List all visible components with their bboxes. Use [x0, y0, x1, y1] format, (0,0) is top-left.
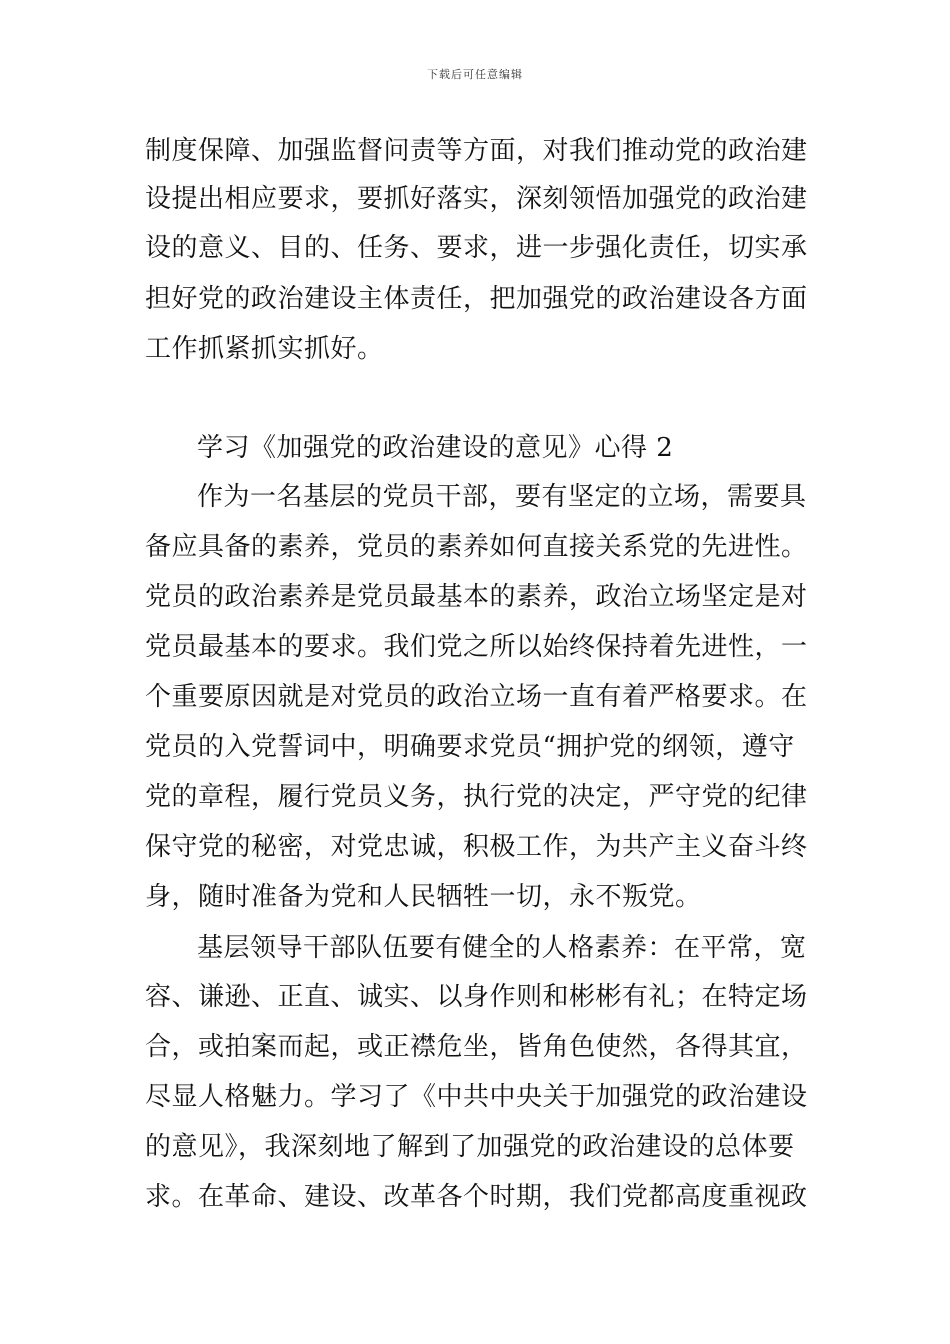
paragraph-line: 求。在革命、建设、改革各个时期，我们党都高度重视政 [145, 1182, 808, 1212]
paragraph-line: 保守党的秘密，对党忠诚，积极工作，为共产主义奋斗终 [145, 832, 808, 862]
paragraph-line: 个重要原因就是对党员的政治立场一直有着严格要求。在 [145, 682, 808, 712]
paragraph-line: 作为一名基层的党员干部，要有坚定的立场，需要具 [197, 482, 807, 512]
paragraph-line: 设提出相应要求，要抓好落实，深刻领悟加强党的政治建 [145, 184, 808, 214]
paragraph-line: 基层领导干部队伍要有健全的人格素养：在平常，宽 [197, 933, 807, 963]
paragraph-line: 合，或拍案而起，或正襟危坐，皆角色使然，各得其宜， [145, 1032, 808, 1062]
paragraph-line: 尽显人格魅力。学习了《中共中央关于加强党的政治建设 [145, 1082, 808, 1112]
paragraph-line: 备应具备的素养，党员的素养如何直接关系党的先进性。 [145, 532, 808, 562]
paragraph-line: 党员的政治素养是党员最基本的素养，政治立场坚定是对 [145, 582, 808, 612]
paragraph-line: 身，随时准备为党和人民牺牲一切，永不叛党。 [145, 882, 702, 912]
paragraph-line: 设的意义、目的、任务、要求，进一步强化责任，切实承 [145, 233, 808, 263]
paragraph-line: 制度保障、加强监督问责等方面，对我们推动党的政治建 [145, 136, 808, 166]
paragraph-line: 党的章程，履行党员义务，执行党的决定，严守党的纪律 [145, 782, 808, 812]
paragraph-line: 容、谦逊、正直、诚实、以身作则和彬彬有礼；在特定场 [145, 982, 808, 1012]
paragraph-line: 党员最基本的要求。我们党之所以始终保持着先进性，一 [145, 632, 808, 662]
paragraph-line: 工作抓紧抓实抓好。 [145, 334, 384, 364]
paragraph-line: 的意见》，我深刻地了解到了加强党的政治建设的总体要 [145, 1132, 795, 1162]
section-heading: 学习《加强党的政治建设的意见》心得 2 [197, 433, 674, 463]
page-header: 下载后可任意编辑 [427, 68, 523, 81]
paragraph-line: 党员的入党誓词中，明确要求党员“拥护党的纲领，遵守 [145, 732, 795, 762]
paragraph-line: 担好党的政治建设主体责任，把加强党的政治建设各方面 [145, 284, 808, 314]
